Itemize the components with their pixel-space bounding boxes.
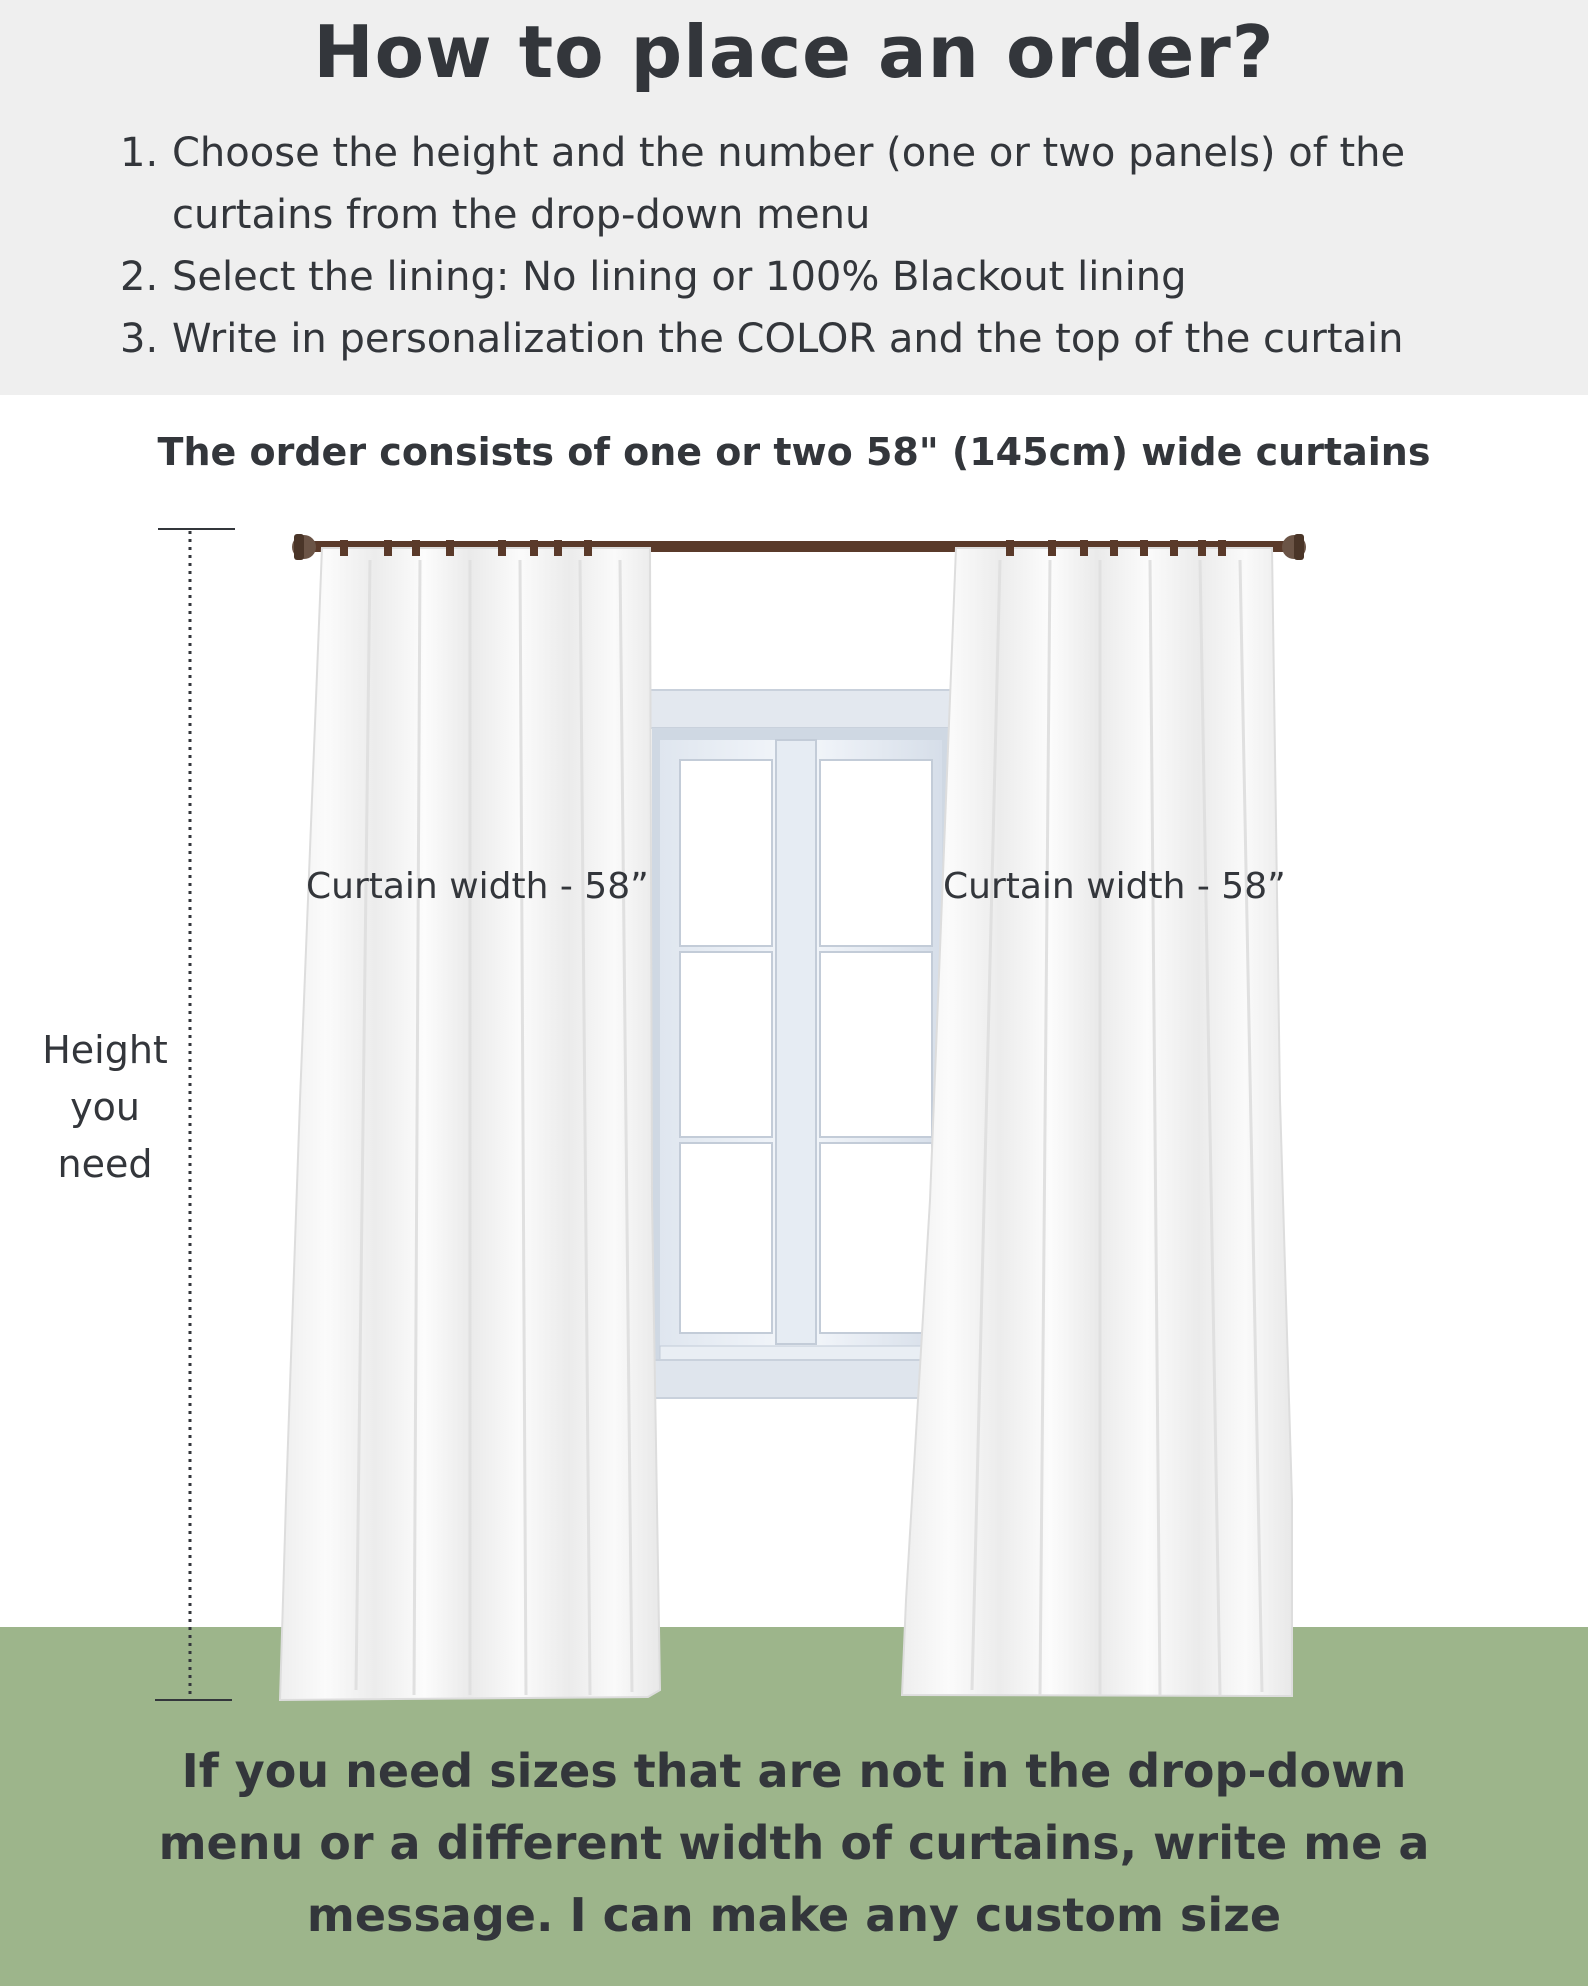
height-label-line: need [57, 1142, 153, 1186]
window [648, 690, 954, 1398]
page-title: How to place an order? [313, 10, 1275, 94]
custom-size-message: If you need sizes that are not in the drop-down menu or a different width of curtains, write me a message. I can make any custom size [158, 1744, 1430, 1942]
curtain-width-label-left: Curtain width - 58” [306, 866, 649, 907]
step-number: 3. [120, 316, 159, 362]
left-curtain [280, 540, 660, 1700]
order-subtitle: The order consists of one or two 58" (145cm) wide curtains [157, 430, 1431, 474]
step-text-continued: curtains from the drop-down menu [172, 192, 871, 238]
step-text: Select the lining: No lining or 100% Blackout lining [172, 254, 1187, 300]
curtain-width-label-right: Curtain width - 58” [943, 866, 1286, 907]
height-label-line: Height [42, 1028, 168, 1072]
step-number: 1. [120, 130, 159, 176]
step-text: Choose the height and the number (one or two panels) of the [172, 130, 1406, 176]
height-label-line: you [70, 1085, 140, 1129]
step-number: 2. [120, 254, 159, 300]
step-text: Write in personalization the COLOR and the top of the curtain [172, 316, 1404, 362]
right-curtain [902, 540, 1292, 1696]
height-label [20, 1022, 190, 1193]
